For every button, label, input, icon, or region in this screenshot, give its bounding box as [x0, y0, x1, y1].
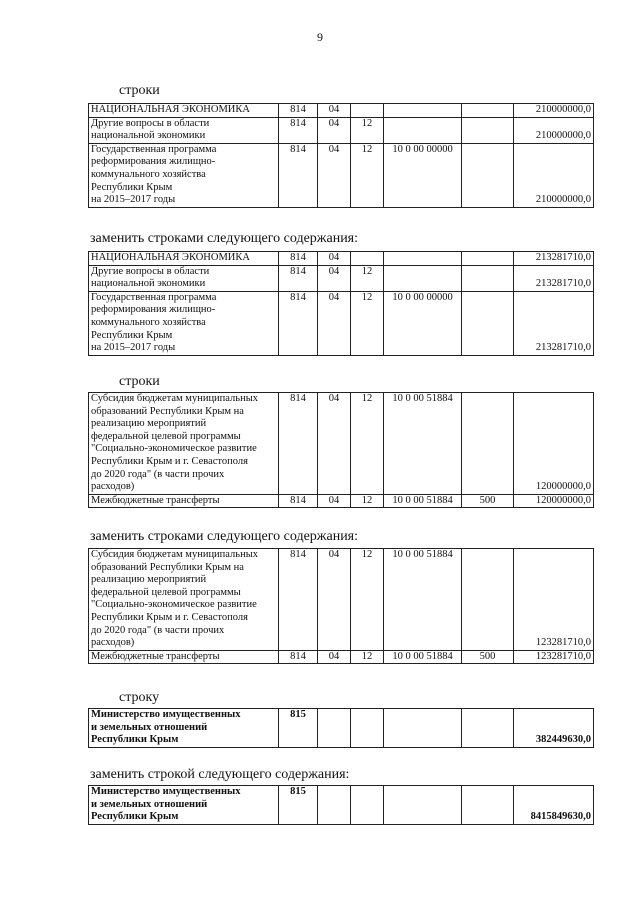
- code-cell: [384, 709, 462, 748]
- table-row: [89, 104, 594, 118]
- amount-cell: 382449630,0: [514, 709, 594, 748]
- row-name: Другие вопросы в области национальной экономики: [89, 265, 279, 291]
- code-cell: [462, 291, 514, 355]
- row-name: Государственная программа реформирования жилищно- коммунального хозяйства Республики Крым на 2015–2017 годы: [89, 143, 279, 207]
- code-cell: 04: [318, 104, 351, 118]
- code-cell: [462, 265, 514, 291]
- code-cell: [462, 393, 514, 495]
- code-cell: 814: [279, 393, 318, 495]
- table-row: [89, 393, 594, 495]
- code-cell: [384, 786, 462, 825]
- table-row: [89, 549, 594, 651]
- code-cell: 815: [279, 709, 318, 748]
- row-name: Межбюджетные трансферты: [89, 650, 279, 664]
- row-name: Министерство имущественных и земельных отношений Республики Крым: [89, 709, 279, 748]
- code-cell: [318, 786, 351, 825]
- code-cell: 04: [318, 393, 351, 495]
- code-cell: 12: [351, 117, 384, 143]
- amount-cell: 213281710,0: [514, 291, 594, 355]
- section-caption: строки: [119, 83, 160, 98]
- code-cell: 814: [279, 252, 318, 266]
- amount-cell: 210000000,0: [514, 117, 594, 143]
- code-cell: 04: [318, 143, 351, 207]
- code-cell: [462, 143, 514, 207]
- amount-cell: 213281710,0: [514, 265, 594, 291]
- row-name: Другие вопросы в области национальной экономики: [89, 117, 279, 143]
- code-cell: [351, 786, 384, 825]
- budget-table: [88, 548, 594, 664]
- table-row: [89, 786, 594, 825]
- code-cell: 04: [318, 252, 351, 266]
- code-cell: 814: [279, 291, 318, 355]
- code-cell: 04: [318, 291, 351, 355]
- code-cell: 04: [318, 549, 351, 651]
- code-cell: [384, 104, 462, 118]
- table-row: [89, 252, 594, 266]
- code-cell: 814: [279, 265, 318, 291]
- amount-cell: 8415849630,0: [514, 786, 594, 825]
- table-row: [89, 709, 594, 748]
- code-cell: [384, 265, 462, 291]
- code-cell: [462, 104, 514, 118]
- table-row: [89, 291, 594, 355]
- code-cell: [462, 786, 514, 825]
- amount-cell: 213281710,0: [514, 252, 594, 266]
- code-cell: [462, 549, 514, 651]
- code-cell: 814: [279, 650, 318, 664]
- code-cell: [462, 709, 514, 748]
- table-row: [89, 143, 594, 207]
- table-row: [89, 265, 594, 291]
- code-cell: 04: [318, 117, 351, 143]
- code-cell: 04: [318, 265, 351, 291]
- code-cell: [462, 252, 514, 266]
- code-cell: 814: [279, 549, 318, 651]
- section-caption: заменить строкой следующего содержания:: [90, 767, 350, 782]
- code-cell: 814: [279, 143, 318, 207]
- row-name: Субсидия бюджетам муниципальных образований Республики Крым на реализацию мероприятий федеральной целевой программы "Социально-экономическое развитие Республики Крым и г. Севастополя до 2020 года" (в части прочих расходов): [89, 549, 279, 651]
- section-caption: заменить строками следующего содержания:: [90, 529, 359, 544]
- code-cell: 10 0 00 00000: [384, 291, 462, 355]
- amount-cell: 123281710,0: [514, 650, 594, 664]
- budget-table: [88, 251, 594, 356]
- amount-cell: 210000000,0: [514, 143, 594, 207]
- code-cell: 814: [279, 104, 318, 118]
- code-cell: 10 0 00 51884: [384, 650, 462, 664]
- code-cell: 10 0 00 51884: [384, 494, 462, 508]
- budget-table: [88, 103, 594, 208]
- row-name: Межбюджетные трансферты: [89, 494, 279, 508]
- row-name: Субсидия бюджетам муниципальных образований Республики Крым на реализацию мероприятий федеральной целевой программы "Социально-экономическое развитие Республики Крым и г. Севастополя до 2020 года" (в части прочих расходов): [89, 393, 279, 495]
- code-cell: 12: [351, 291, 384, 355]
- code-cell: 12: [351, 265, 384, 291]
- row-name: НАЦИОНАЛЬНАЯ ЭКОНОМИКА: [89, 252, 279, 266]
- amount-cell: 210000000,0: [514, 104, 594, 118]
- table-row: [89, 494, 594, 508]
- code-cell: [351, 104, 384, 118]
- code-cell: [462, 117, 514, 143]
- code-cell: 10 0 00 51884: [384, 393, 462, 495]
- code-cell: 500: [462, 494, 514, 508]
- code-cell: [351, 252, 384, 266]
- code-cell: [318, 709, 351, 748]
- budget-table: [88, 708, 594, 748]
- code-cell: [384, 252, 462, 266]
- code-cell: [351, 709, 384, 748]
- code-cell: 12: [351, 549, 384, 651]
- code-cell: 10 0 00 51884: [384, 549, 462, 651]
- code-cell: 12: [351, 393, 384, 495]
- row-name: Министерство имущественных и земельных отношений Республики Крым: [89, 786, 279, 825]
- amount-cell: 120000000,0: [514, 494, 594, 508]
- code-cell: 04: [318, 650, 351, 664]
- amount-cell: 123281710,0: [514, 549, 594, 651]
- table-row: [89, 117, 594, 143]
- amount-cell: 120000000,0: [514, 393, 594, 495]
- section-caption: заменить строками следующего содержания:: [90, 231, 359, 246]
- code-cell: 04: [318, 494, 351, 508]
- code-cell: 12: [351, 143, 384, 207]
- code-cell: 500: [462, 650, 514, 664]
- row-name: Государственная программа реформирования жилищно- коммунального хозяйства Республики Крым на 2015–2017 годы: [89, 291, 279, 355]
- section-caption: строки: [119, 374, 160, 389]
- budget-table: [88, 392, 594, 508]
- page-number: 9: [317, 30, 323, 44]
- code-cell: 12: [351, 494, 384, 508]
- code-cell: 814: [279, 494, 318, 508]
- table-row: [89, 650, 594, 664]
- code-cell: 815: [279, 786, 318, 825]
- code-cell: 12: [351, 650, 384, 664]
- code-cell: 10 0 00 00000: [384, 143, 462, 207]
- code-cell: 814: [279, 117, 318, 143]
- budget-table: [88, 785, 594, 825]
- row-name: НАЦИОНАЛЬНАЯ ЭКОНОМИКА: [89, 104, 279, 118]
- section-caption: строку: [119, 690, 160, 705]
- code-cell: [384, 117, 462, 143]
